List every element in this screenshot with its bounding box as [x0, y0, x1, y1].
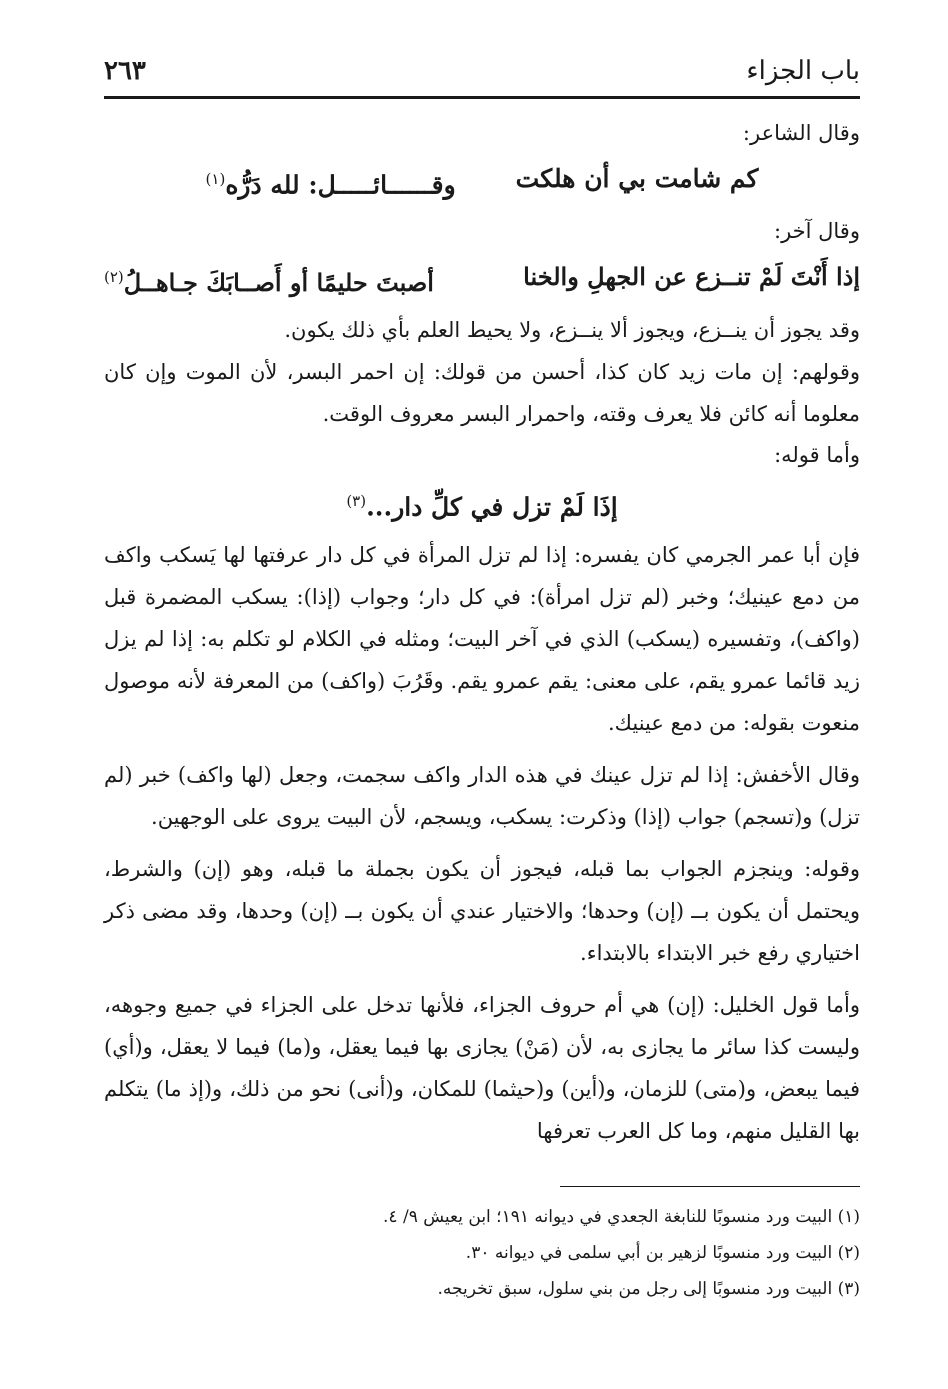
page-number: ٢٦٣ [104, 56, 146, 86]
poet-intro: وقال الشاعر: [742, 121, 860, 145]
verse-2 [104, 253, 860, 307]
paragraph-1: وقد يجوز أن ينــزع، ويجوز ألا ينــزع، ولا يحيط العلم بأي ذلك يكون. [284, 318, 860, 343]
verse-1-first-hemistich: كم شامت بي أن هلكت [515, 164, 759, 193]
paragraph-5: وقوله: وينجزم الجواب بما قبله، فيجوز أن يكون بجملة ما قبله، وهو (إن) والشرط، ويحتمل أن يكون بــ (إن) وحدها؛ والاختيار عندي أن يكون بــ (إن) وحدها، وقد مضى ذكر اختياري رفع خبر الابتداء بالابتداء. [104, 856, 860, 965]
chapter-title: باب الجزاء [746, 56, 860, 86]
verse-1-second-text: وقــــــائـــــل: لله دَرُّه [225, 170, 456, 200]
verse-1 [104, 155, 860, 209]
footnote-mark-2: (٢) [104, 268, 124, 287]
verse-3-text-wrap [346, 477, 617, 531]
paragraph-2: وقولهم: إن مات زيد كان كذا، أحسن من قولك: إن احمر البسر، لأن الموت وإن كان معلوما أنه كائن فلا يعرف وقته، واحمرار البسر معروف الوقت. [104, 360, 860, 427]
paragraph-3: فإن أبا عمر الجرمي كان يفسره: إذا لم تزل المرأة في كل دار عرفتها لها يَسكب واكف من دمع عينيك؛ وخبر (لم تزل امرأة): في كل دار؛ وجواب (إذا): يسكب المضمرة قبل (واكف)، وتفسيره (يسكب) الذي في آخر البيت؛ ومثله في الكلام لو تكلم به: إذا لم يزل زيد قائما عمرو يقم، على معنى: يقم عمرو يقم. وقَرُبَ (واكف) من المعرفة لأنه موصول منعوت بقوله: من دمع عينيك. [104, 542, 860, 735]
paragraph-6: وأما قول الخليل: (إن) هي أم حروف الجزاء، فلأنها تدخل على الجزاء في جميع وجوهه، وليست كذا سائر ما يجازى به، لأن (مَنْ) يجازى بها فيما يعقل، و(ما) فيما لا يعقل، و(أي) فيما يبعض، و(متى) للزمان، و(أين) و(حيثما) للمكان، و(أنى) نحو من ذلك، و(إذ ما) يتكلم بها القليل منهم، وما كل العرب تعرفها [104, 992, 860, 1143]
body-text [104, 113, 860, 1152]
verse-3 [104, 477, 860, 531]
footnote-divider [560, 1186, 860, 1187]
footnote-mark-3: (٣) [346, 492, 367, 511]
verse-1-second-hemistich [206, 155, 456, 209]
quote-intro: وأما قوله: [774, 443, 860, 468]
verse-2-second-text: أصبتَ حليمًا أو أَصــابَكَ جـاهــلُ [123, 268, 434, 298]
footnote-3: (٣) البيت ورد منسوبًا إلى رجل من بني سلول، سبق تخريجه. [437, 1278, 860, 1299]
verse-2-first-hemistich: إذا أَنْتَ لَمْ تنــزع عن الجهلِ والخنا [523, 262, 860, 292]
paragraph-4: وقال الأخفش: إذا لم تزل عينك في هذه الدار واكف سجمت، وجعل (لها واكف) خبر (لم تزل) و(تسجم) جواب (إذا) وذكرت: يسكب، ويسجم، لأن البيت يروى على الوجهين. [104, 762, 860, 829]
running-header [104, 50, 860, 99]
footnote-2: (٢) البيت ورد منسوبًا لزهير بن أبي سلمى في ديوانه ٣٠. [465, 1242, 860, 1263]
footnote-1: (١) البيت ورد منسوبًا للنابغة الجعدي في ديوانه ١٩١؛ ابن يعيش ٩/ ٤. [383, 1206, 860, 1227]
another-poet-intro: وقال آخر: [774, 219, 860, 244]
verse-3-text: إذَا لَمْ تزل في كلِّ دار... [366, 492, 618, 522]
verse-2-second-hemistich [104, 253, 434, 307]
footnote-mark-1: (١) [205, 170, 226, 188]
footnotes [104, 1199, 860, 1307]
book-page [104, 50, 860, 1307]
